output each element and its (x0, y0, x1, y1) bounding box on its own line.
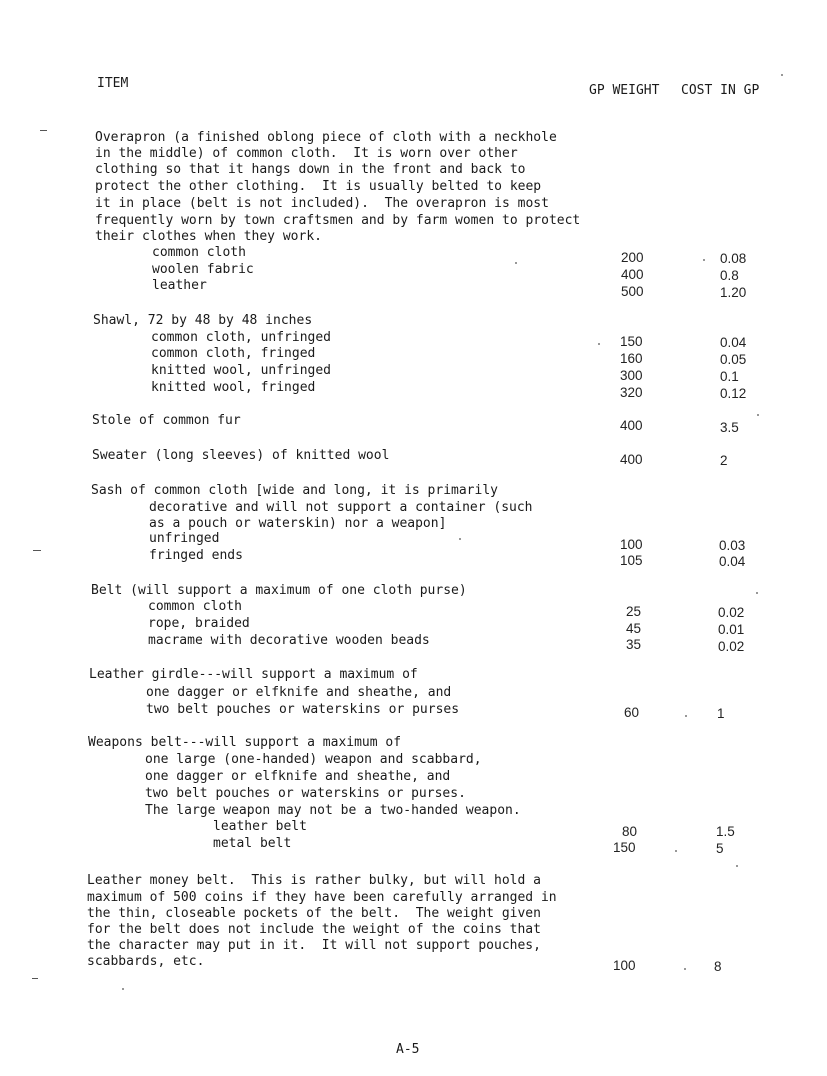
description-line: Weapons belt---will support a maximum of (88, 735, 402, 750)
description-line: it in place (belt is not included). The overapron is most (95, 196, 549, 211)
item-cost: 0.12 (720, 386, 747, 401)
scan-speck (122, 988, 124, 990)
item-variant-name: leather (152, 278, 207, 293)
description-line: decorative and will not support a container (such (149, 500, 533, 515)
item-cost: 0.03 (719, 538, 746, 553)
page-number: A-5 (396, 1042, 420, 1057)
item-weight: 35 (626, 637, 642, 652)
description-line: Overapron (a finished oblong piece of cloth with a neckhole (95, 130, 557, 145)
scan-speck (684, 968, 686, 970)
scan-speck (703, 259, 705, 261)
item-cost: 0.05 (720, 352, 747, 367)
item-weight: 300 (620, 368, 643, 383)
item-variant-name: metal belt (213, 836, 292, 851)
scan-speck (756, 592, 758, 594)
description-line: Sash of common cloth [wide and long, it is primarily (91, 483, 498, 498)
item-weight: 400 (620, 452, 643, 467)
description-line: as a pouch or waterskin) nor a weapon] (149, 516, 447, 531)
item-cost: 2 (720, 453, 728, 468)
item-variant-name: leather belt (213, 819, 307, 834)
description-line: The large weapon may not be a two-handed weapon. (145, 803, 521, 818)
item-weight: 200 (621, 250, 644, 265)
item-cost: 5 (716, 841, 724, 856)
item-weight: 150 (620, 334, 643, 349)
description-line: two belt pouches or waterskins or purses (146, 702, 460, 717)
margin-mark (32, 978, 38, 979)
item-column-header: ITEM (97, 76, 129, 91)
item-variant-name: woolen fabric (152, 262, 254, 277)
item-weight: 25 (626, 604, 642, 619)
scan-speck (757, 414, 759, 416)
description-line: the character may put in it. It will not support pouches, (87, 938, 541, 953)
description-line: Leather girdle---will support a maximum of (89, 667, 418, 682)
item-cost: 0.04 (720, 335, 747, 350)
description-line: Sweater (long sleeves) of knitted wool (92, 448, 390, 463)
description-line: frequently worn by town craftsmen and by farm women to protect (95, 213, 581, 228)
item-weight: 100 (620, 537, 643, 552)
item-cost: 0.04 (719, 554, 746, 569)
scan-speck (675, 850, 677, 852)
margin-mark (40, 130, 47, 131)
description-line: in the middle) of common cloth. It is worn over other (95, 146, 518, 161)
description-line: Belt (will support a maximum of one cloth purse) (91, 583, 467, 598)
item-cost: 0.01 (718, 622, 745, 637)
description-line: Leather money belt. This is rather bulky, but will hold a (87, 873, 541, 888)
description-line: one dagger or elfknife and sheathe, and (145, 769, 451, 784)
description-line: the thin, closeable pockets of the belt. The weight given (87, 906, 541, 921)
item-variant-name: unfringed (149, 531, 220, 546)
item-cost: 1 (717, 706, 725, 721)
description-line: their clothes when they work. (95, 229, 322, 244)
item-variant-name: macrame with decorative wooden beads (148, 633, 430, 648)
item-weight: 105 (620, 553, 643, 568)
scan-speck (685, 715, 687, 717)
scan-speck (515, 262, 517, 264)
item-weight: 400 (621, 267, 644, 282)
scan-speck (598, 343, 600, 345)
item-cost: 0.08 (720, 251, 747, 266)
item-variant-name: common cloth (148, 599, 242, 614)
description-line: one large (one-handed) weapon and scabbard, (145, 752, 482, 767)
item-weight: 500 (621, 284, 644, 299)
description-line: protect the other clothing. It is usually belted to keep (95, 179, 542, 194)
item-cost: 0.8 (720, 268, 739, 283)
item-cost: 1.5 (716, 824, 735, 839)
item-cost: 0.02 (718, 639, 745, 654)
description-line: one dagger or elfknife and sheathe, and (146, 685, 452, 700)
item-variant-name: fringed ends (149, 548, 243, 563)
item-cost: 1.20 (720, 285, 747, 300)
item-weight: 400 (620, 418, 643, 433)
description-line: two belt pouches or waterskins or purses. (145, 786, 466, 801)
item-variant-name: common cloth, fringed (151, 346, 316, 361)
scan-speck (736, 865, 738, 867)
weight-column-header: GP WEIGHT (589, 83, 660, 98)
item-cost: 0.1 (720, 369, 739, 384)
item-cost: 8 (714, 959, 722, 974)
item-weight: 60 (624, 705, 640, 720)
description-line: Stole of common fur (92, 413, 241, 428)
item-weight: 160 (620, 351, 643, 366)
description-line: scabbards, etc. (87, 954, 205, 969)
scan-speck (459, 538, 461, 540)
item-cost: 0.02 (718, 605, 745, 620)
item-variant-name: rope, braided (148, 616, 250, 631)
description-line: Shawl, 72 by 48 by 48 inches (93, 313, 313, 328)
item-variant-name: knitted wool, fringed (151, 380, 316, 395)
item-cost: 3.5 (720, 420, 739, 435)
description-line: maximum of 500 coins if they have been carefully arranged in (87, 890, 557, 905)
item-weight: 150 (613, 840, 636, 855)
item-weight: 100 (613, 958, 636, 973)
description-line: for the belt does not include the weight of the coins that (87, 922, 541, 937)
item-weight: 80 (622, 824, 638, 839)
item-weight: 45 (626, 621, 642, 636)
cost-column-header: COST IN GP (681, 83, 760, 98)
margin-mark (33, 550, 41, 551)
item-weight: 320 (620, 385, 643, 400)
description-line: clothing so that it hangs down in the front and back to (95, 162, 526, 177)
item-variant-name: common cloth (152, 245, 246, 260)
item-variant-name: common cloth, unfringed (151, 330, 332, 345)
item-variant-name: knitted wool, unfringed (151, 363, 332, 378)
scan-speck (781, 74, 783, 76)
